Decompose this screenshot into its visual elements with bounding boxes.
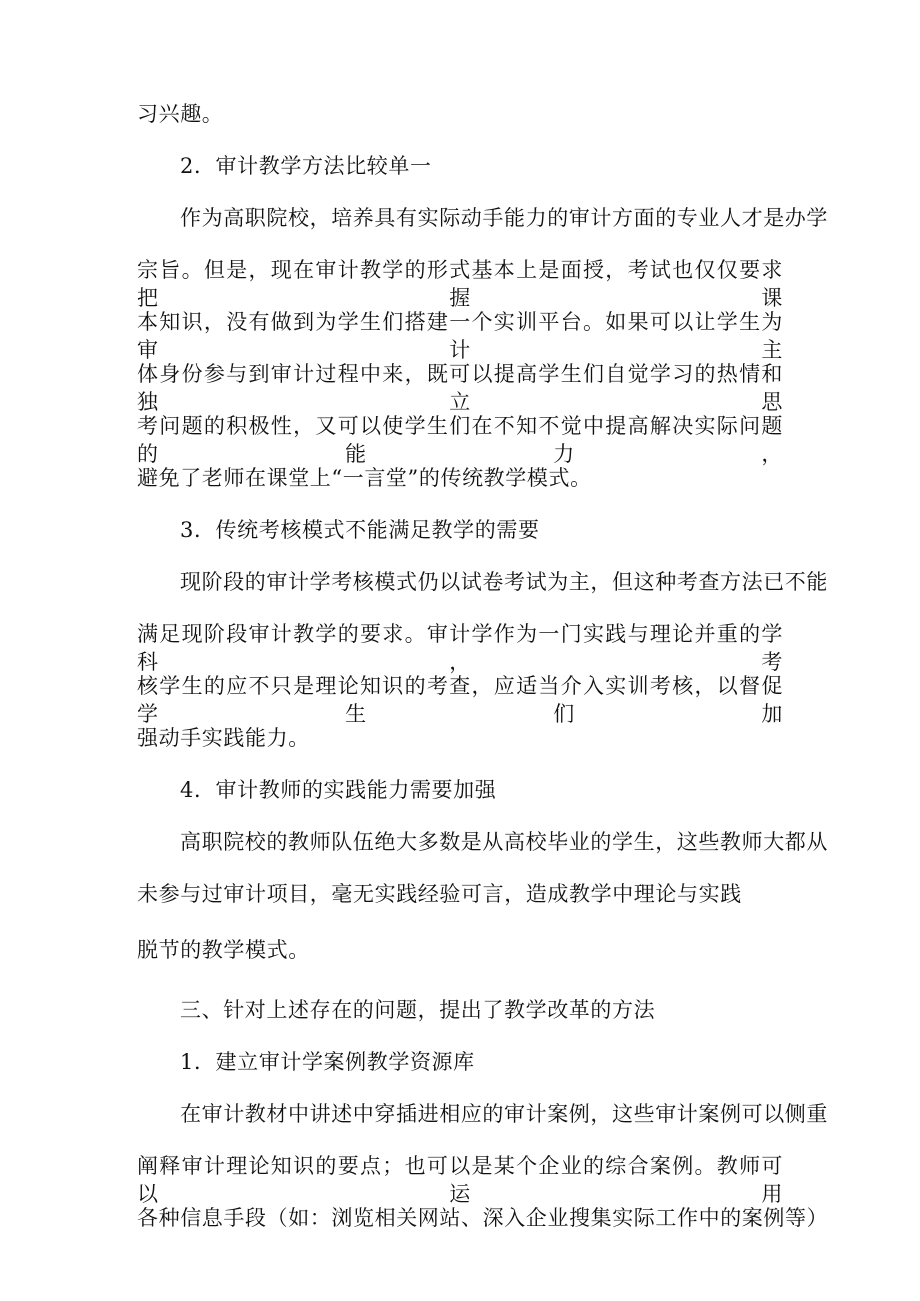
section-heading: 3．传统考核模式不能满足教学的需要: [180, 518, 540, 542]
paragraph-line: 习兴趣。: [137, 102, 224, 126]
paragraph-line: 核学生的应不只是理论知识的考查，应适当介入实训考核，以督促学生们加: [137, 674, 783, 726]
paragraph-line: 各种信息手段（如：浏览相关网站、深入企业搜集实际工作中的案例等）: [137, 1206, 829, 1230]
paragraph-line: 本知识，没有做到为学生们搭建一个实训平台。如果可以让学生为审计主: [137, 310, 783, 362]
paragraph-line: 现阶段的审计学考核模式仍以试卷考试为主，但这种考查方法已不能: [180, 570, 828, 594]
paragraph-line: 在审计教材中讲述中穿插进相应的审计案例，这些审计案例可以侧重: [180, 1102, 828, 1126]
paragraph-line: 满足现阶段审计教学的要求。审计学作为一门实践与理论并重的学科，考: [137, 622, 783, 674]
paragraph-line: 宗旨。但是，现在审计教学的形式基本上是面授，考试也仅仅要求把握课: [137, 258, 783, 310]
section-heading: 1．建立审计学案例教学资源库: [180, 1050, 475, 1074]
paragraph-line: 未参与过审计项目，毫无实践经验可言，造成教学中理论与实践: [137, 882, 742, 906]
paragraph-line: 阐释审计理论知识的要点；也可以是某个企业的综合案例。教师可以运用: [137, 1154, 783, 1206]
paragraph-line: 考问题的积极性，又可以使学生们在不知不觉中提高解决实际问题的能力，: [137, 414, 783, 466]
paragraph-line: 脱节的教学模式。: [137, 938, 310, 962]
paragraph-line: 避免了老师在课堂上“一言堂”的传统教学模式。: [137, 466, 592, 490]
paragraph-line: 体身份参与到审计过程中来，既可以提高学生们自觉学习的热情和独立思: [137, 362, 783, 414]
chapter-heading: 三、针对上述存在的问题，提出了教学改革的方法: [180, 998, 656, 1022]
paragraph-line: 强动手实践能力。: [137, 726, 310, 750]
section-heading: 2．审计教学方法比较单一: [180, 154, 432, 178]
section-heading: 4．审计教师的实践能力需要加强: [180, 778, 497, 802]
paragraph-line: 作为高职院校，培养具有实际动手能力的审计方面的专业人才是办学: [180, 206, 828, 230]
paragraph-line: 高职院校的教师队伍绝大多数是从高校毕业的学生，这些教师大都从: [180, 830, 828, 854]
